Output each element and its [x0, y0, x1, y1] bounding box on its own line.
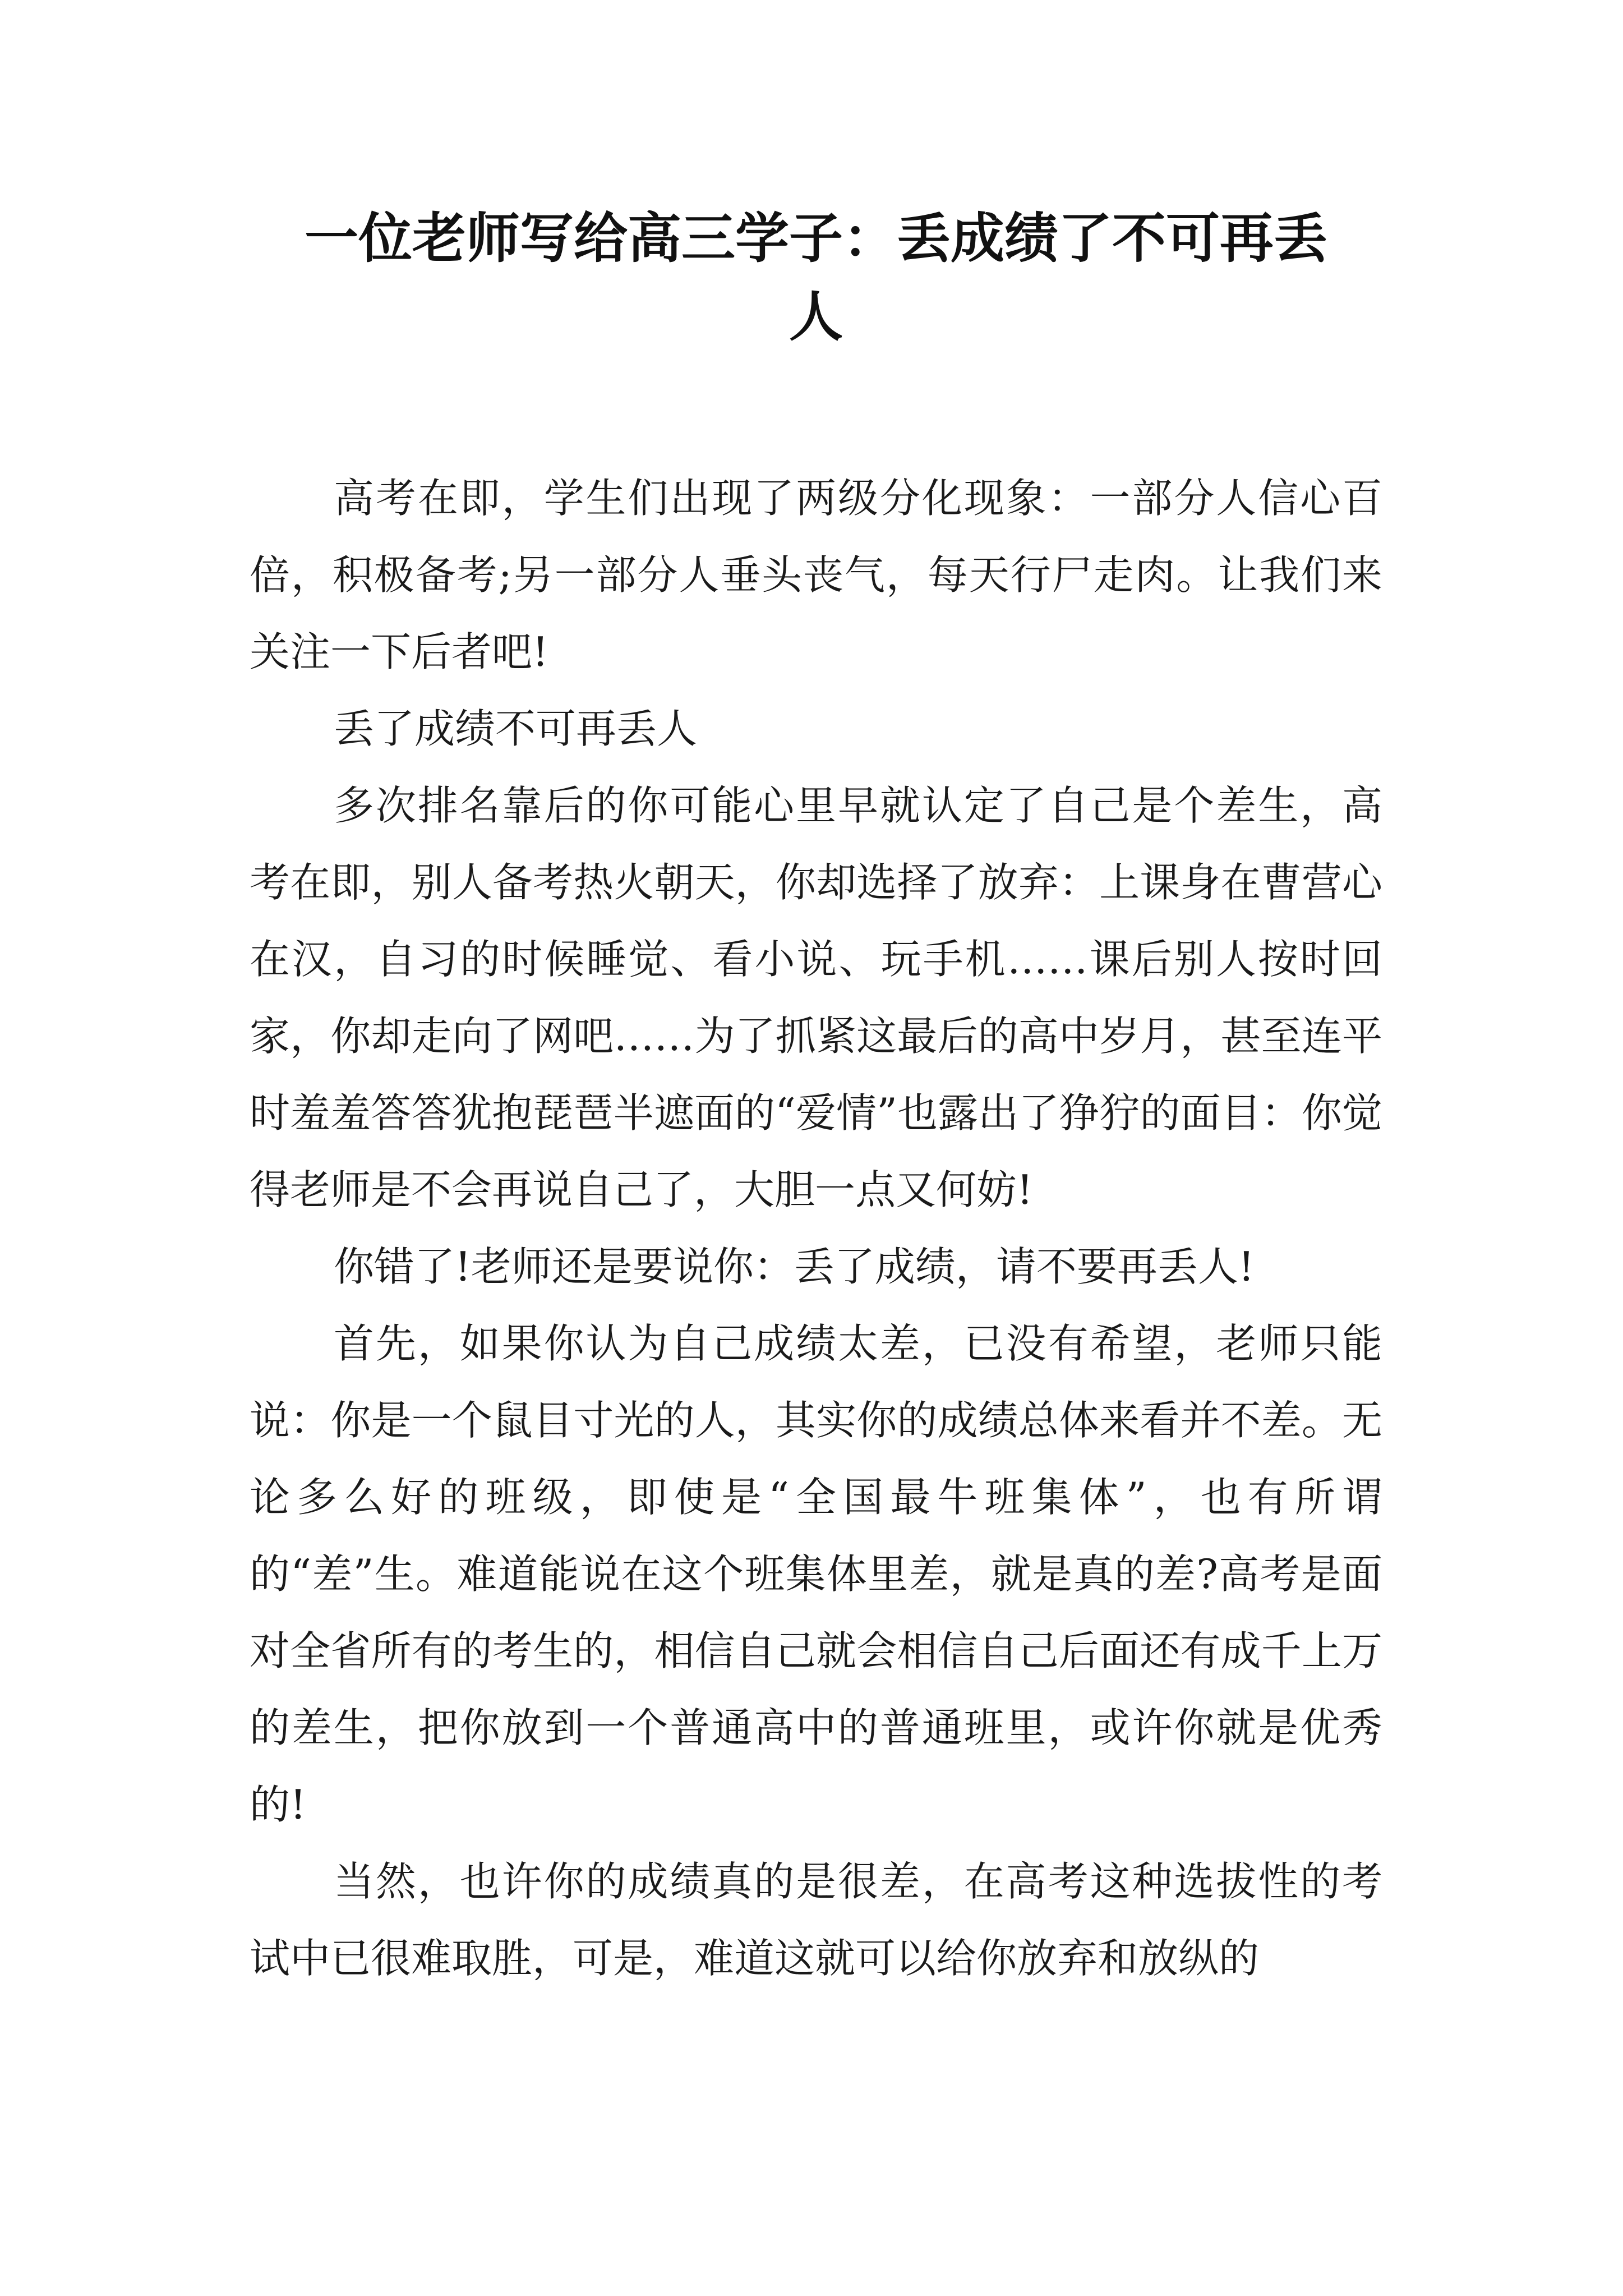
- paragraph-5: 当然，也许你的成绩真的是很差，在高考这种选拔性的考试中已很难取胜，可是，难道这就可以给你放弃和放纵的: [250, 1858, 1382, 1982]
- paragraph-2: 多次排名靠后的你可能心里早就认定了自己是个差生，高考在即，别人备考热火朝天，你却选择了放弃：上课身在曹营心在汉，自习的时候睡觉、看小说、玩手机……课后别人按时回家，你却走向了网吧……为了抓紧这最后的高中岁月，甚至连平时羞羞答答犹抱琵琶半遮面的“爱情”也露出了狰狞的面目：你觉得老师是不会再说自己了，大胆一点又何妨!: [250, 782, 1382, 1213]
- paragraph-3: 你错了!老师还是要说你：丢了成绩，请不要再丢人!: [334, 1243, 1255, 1290]
- paragraph-4: 首先，如果你认为自己成绩太差，已没有希望，老师只能说：你是一个鼠目寸光的人，其实你的成绩总体来看并不差。无论多么好的班级，即使是“全国最牛班集体”，也有所谓的“差”生。难道能说在这个班集体里差，就是真的差?高考是面对全省所有的考生的，相信自己就会相信自己后面还有成千上万的差生，把你放到一个普通高中的普通班里，或许你就是优秀的!: [250, 1320, 1382, 1828]
- document-title: [241, 199, 1391, 356]
- title-line-1: 一位老师写给高三学子：丢成绩了不可再丢: [305, 206, 1327, 270]
- title-line-2: 人: [789, 285, 843, 348]
- paragraph-intro: 高考在即，学生们出现了两级分化现象：一部分人信心百倍，积极备考;另一部分人垂头丧气，每天行尸走肉。让我们来关注一下后者吧!: [250, 475, 1382, 675]
- document-body: [250, 460, 1382, 1997]
- paragraph-subheading: 丢了成绩不可再丢人: [334, 705, 698, 752]
